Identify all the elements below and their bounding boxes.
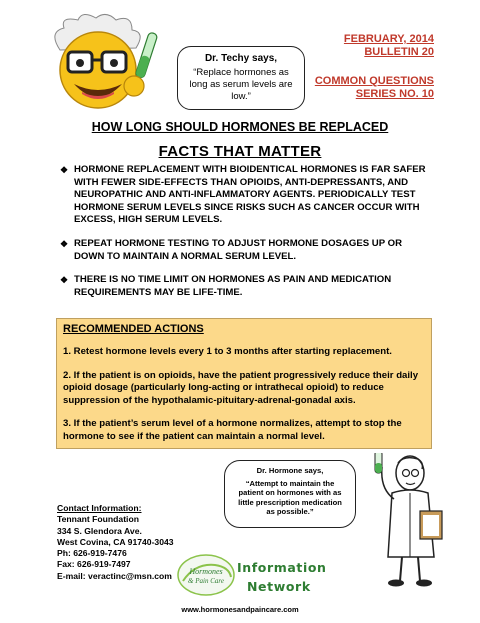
contact-org: Tennant Foundation	[57, 514, 139, 525]
fact-text: REPEAT HORMONE TESTING TO ADJUST HORMONE DOSAGES UP OR DOWN TO MAINTAIN A NORMAL SERUM LEVEL.	[74, 237, 402, 262]
hormone-quote: “Attempt to maintain the patient on hormones with as little prescription medication as possible.”	[238, 478, 342, 517]
logo-line-2: & Pain Care	[188, 577, 224, 585]
dr-hormone-doctor-icon	[362, 453, 452, 593]
dr-techy-mascot-icon	[30, 12, 180, 122]
bullet-diamond-icon: ❖	[60, 165, 69, 175]
hormones-pain-care-logo-icon	[175, 553, 237, 597]
recommended-item: 3. If the patient’s serum level of a hormone normalizes, attempt to stop the hormone to see if the patient can maintain a normal level.	[63, 418, 402, 442]
network-line-2: Network	[247, 579, 311, 594]
bulletin-meta	[315, 33, 434, 101]
dr-techy-speech-bubble	[177, 46, 305, 110]
recommended-actions-box	[56, 318, 432, 449]
contact-email: E-mail: veractinc@msn.com	[57, 570, 172, 581]
contact-label: Contact Information:	[57, 503, 142, 513]
techy-quote: “Replace hormones as long as serum levels are low.”	[189, 67, 293, 102]
contact-information	[57, 503, 174, 582]
bulletin-number: BULLETIN 20	[364, 46, 434, 58]
list-item	[60, 238, 430, 263]
information-network-wordmark	[237, 558, 327, 596]
contact-fax: Fax: 626-919-7497	[57, 559, 131, 570]
list-item	[60, 274, 430, 299]
bullet-diamond-icon: ❖	[60, 238, 69, 249]
contact-phone: Ph: 626-919-7476	[57, 548, 127, 559]
list-item	[60, 164, 430, 227]
page-title: HOW LONG SHOULD HORMONES BE REPLACED	[91, 120, 389, 134]
bulletin-date: FEBRUARY, 2014	[343, 33, 434, 45]
page-subtitle: FACTS THAT MATTER	[158, 143, 322, 160]
fact-text: HORMONE REPLACEMENT WITH BIOIDENTICAL HORMONES IS FAR SAFER WITH FEWER SIDE-EFFECTS THAN OPIOIDS, ANTI-DEPRESSANTS, AND NEUROPATHIC AND ANTI-INFLAMMATORY AGENTS. PERIODICALLY TEST HORMONE SERUM LEVELS SINCE RISKS SUCH AS CANCER OCCUR WITH EXCESS, HIGH SERUM LEVELS.	[74, 164, 426, 226]
techy-name: Dr. Techy says,	[204, 53, 278, 64]
recommended-item: 1. Retest hormone levels every 1 to 3 months after starting replacement.	[63, 346, 392, 357]
contact-street: 334 S. Glendora Ave.	[57, 525, 142, 536]
network-line-1: Information	[237, 560, 327, 575]
recommended-title: RECOMMENDED ACTIONS	[63, 323, 204, 335]
contact-city: West Covina, CA 91740-3043	[57, 536, 174, 547]
dr-hormone-speech-bubble	[224, 460, 356, 528]
series-line-2: SERIES NO. 10	[355, 88, 434, 100]
recommended-item: 2. If the patient is on opioids, have the patient progressively reduce their daily opioid dosage (particularly long-acting or intrathecal opioid) to reduce suppression of the hypothalamic-pituitary-adrenal-gonadal axis.	[63, 369, 419, 406]
bullet-diamond-icon: ❖	[60, 275, 69, 286]
hormone-name: Dr. Hormone says,	[256, 466, 324, 475]
series-line-1: COMMON QUESTIONS	[314, 75, 434, 87]
website-url: www.hormonesandpaincare.com	[181, 605, 299, 614]
fact-text: THERE IS NO TIME LIMIT ON HORMONES AS PAIN AND MEDICATION REQUIREMENTS MAY BE LIFE-TIME.	[74, 274, 392, 298]
facts-list	[60, 164, 430, 310]
logo-line-1: Hormones	[189, 567, 223, 576]
